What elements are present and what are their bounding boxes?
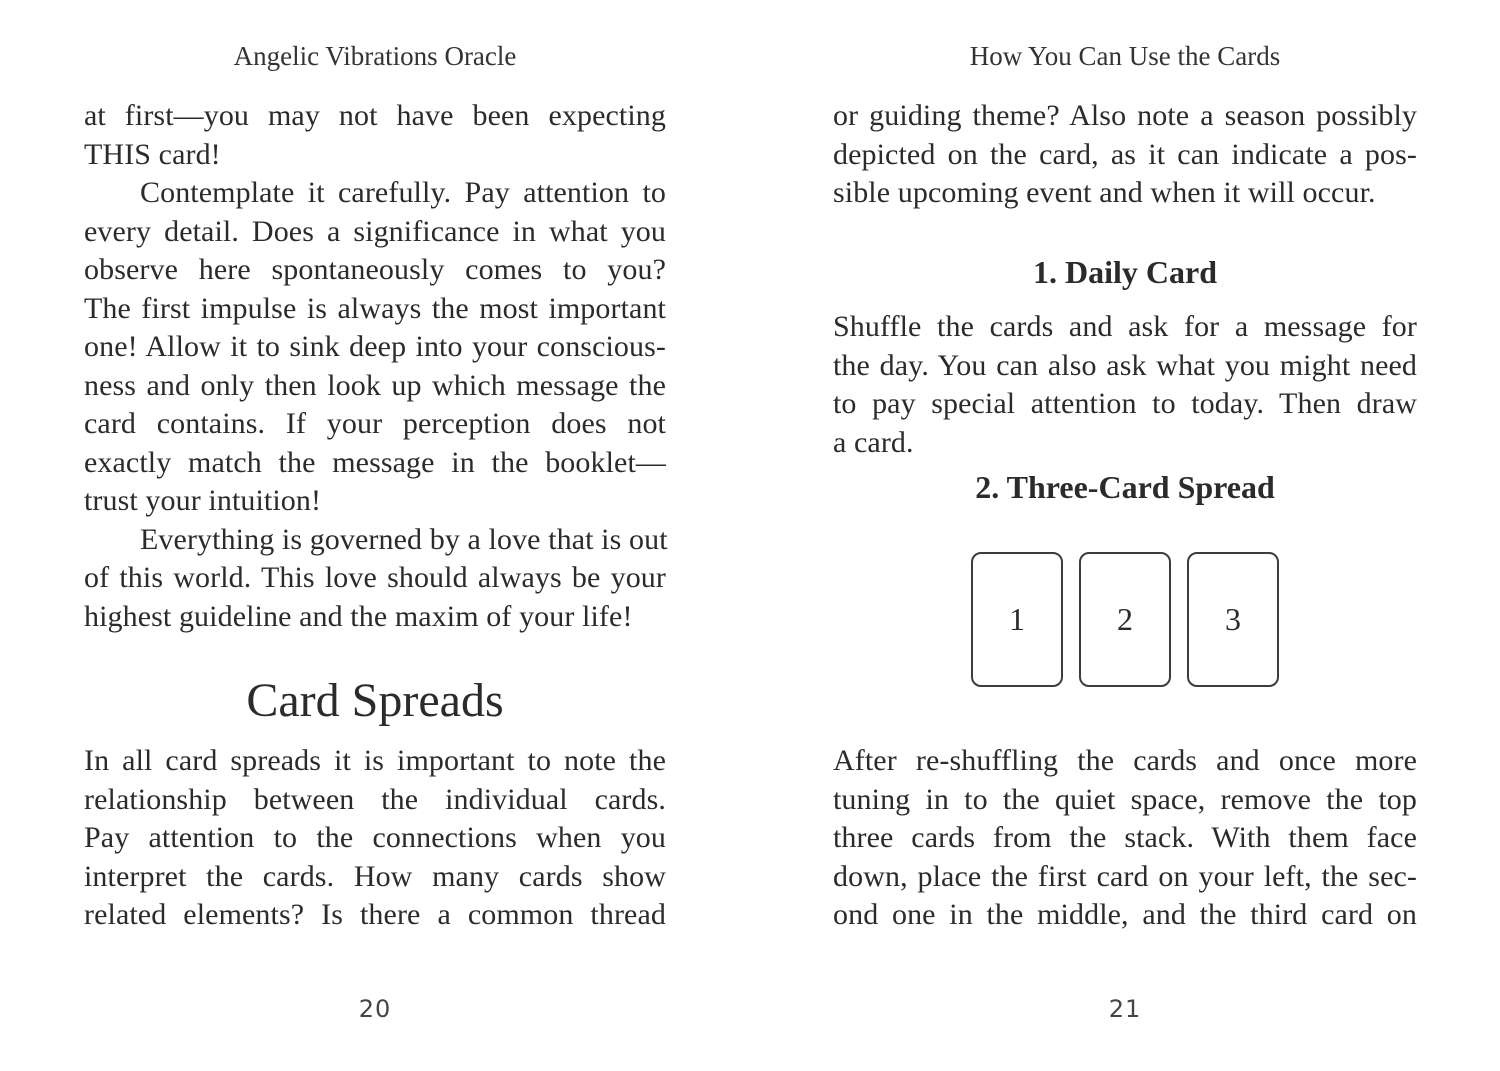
body-line: exactly match the message in the booklet— [84,445,666,479]
card-number: 2 [1117,601,1133,637]
body-line: one! Allow it to sink deep into your conscious- [84,330,666,363]
body-line: of this world. This love should always be your [84,561,666,594]
body-line: THIS card! [84,137,221,171]
body-line: interpret the cards. How many cards show [84,859,666,893]
running-header-left: Angelic Vibrations Oracle [233,41,517,71]
body-line: to pay special attention to today. Then draw [833,387,1417,420]
body-line: a card. [833,425,914,459]
spread-card-1 [971,552,1063,687]
right-body-text [833,97,1417,213]
spread-card-2 [1079,552,1171,687]
body-line: observe here spontaneously comes to you? [84,253,666,286]
page-number-left: 20 [358,995,392,1023]
three-card-spread-diagram [833,552,1417,687]
heading-daily-card: 1. Daily Card [1033,254,1217,290]
body-line: or guiding theme? Also note a season possibly [833,99,1417,132]
running-header-right: How You Can Use the Cards [969,41,1281,71]
body-line: relationship between the individual cards. [84,782,666,816]
body-line: at first—you may not have been expecting [84,99,666,132]
body-line: ness and only then look up which message the [84,368,666,402]
body-line: every detail. Does a significance in what you [84,214,666,248]
body-line: The first impulse is always the most important [84,291,666,325]
body-line: In all card spreads it is important to note the [84,744,666,777]
body-line: three cards from the stack. With them face [833,821,1417,854]
body-line: Everything is governed by a love that is out [140,522,668,556]
page-number-right: 21 [1108,995,1142,1023]
body-line: tuning in to the quiet space, remove the top [833,782,1417,816]
left-body-text [84,97,666,636]
heading-three-card-spread: 2. Three-Card Spread [975,469,1275,505]
body-line: highest guideline and the maxim of your life! [84,599,633,633]
page-left [84,0,666,1071]
body-line: depicted on the card, as it can indicate a pos- [833,137,1417,171]
right-body-text-3 [833,742,1417,935]
right-body-text-2 [833,308,1417,462]
left-body-text-2 [84,742,666,935]
body-line: Shuffle the cards and ask for a message for [833,310,1417,343]
body-line: related elements? Is there a common thread [84,898,666,931]
body-line: ond one in the middle, and the third card on [833,898,1417,931]
body-line: trust your intuition! [84,484,322,517]
body-line: the day. You can also ask what you might need [833,348,1417,382]
page-right [833,0,1417,1071]
body-line: card contains. If your perception does not [84,407,666,440]
section-heading-card-spreads: Card Spreads [246,674,504,727]
card-number: 1 [1009,601,1025,637]
card-number: 3 [1225,601,1241,637]
spread-card-3 [1187,552,1279,687]
body-line: down, place the first card on your left, the sec- [833,859,1417,893]
body-line: sible upcoming event and when it will occur. [833,176,1376,209]
body-line: Contemplate it carefully. Pay attention to [140,176,666,209]
body-line: After re-shuffling the cards and once more [833,744,1417,777]
body-line: Pay attention to the connections when you [84,821,666,854]
